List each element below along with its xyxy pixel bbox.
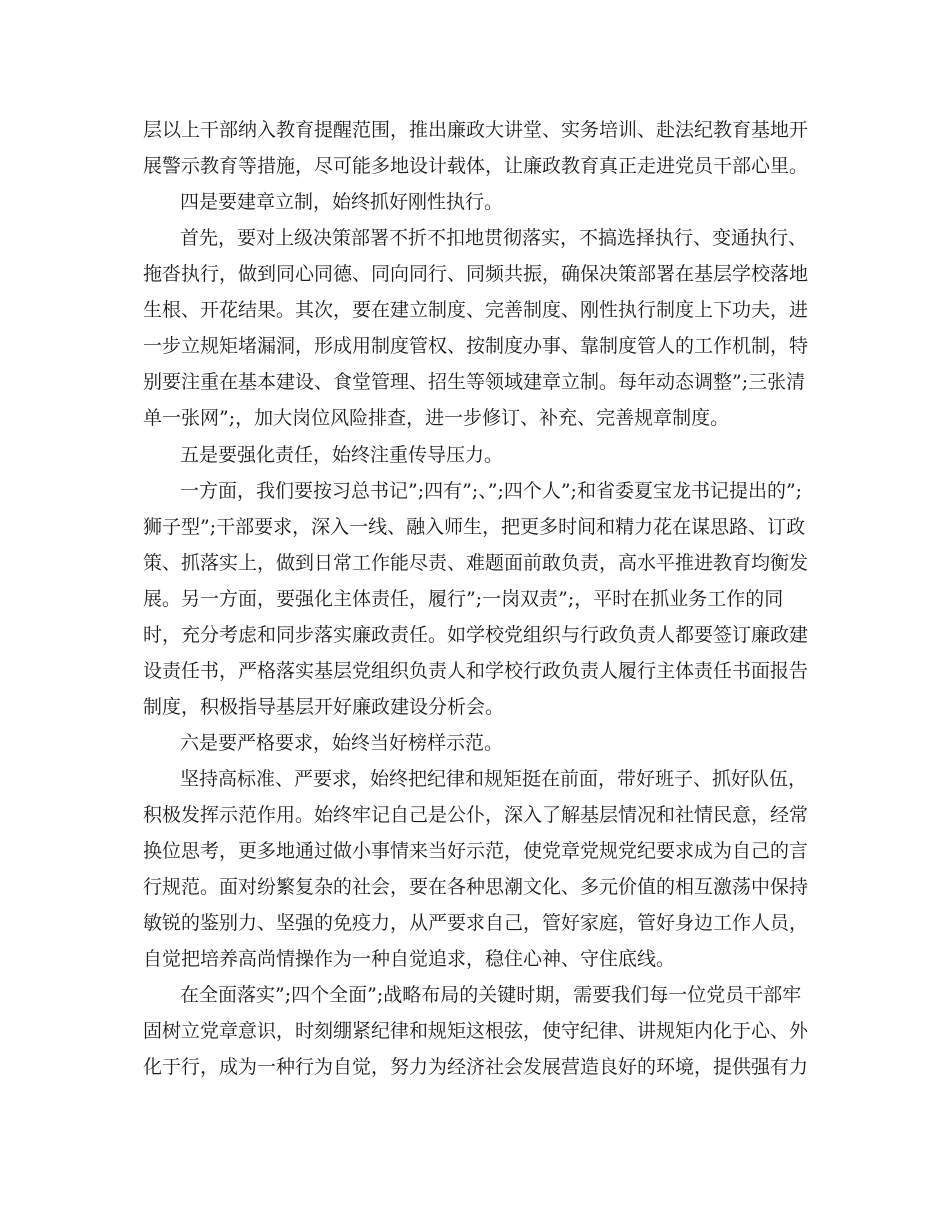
paragraph-line: 策、抓落实上，做到日常工作能尽责、难题面前敢负责，高水平推进教育均衡发 <box>143 552 809 574</box>
paragraph-line: 单一张网”;，加大岗位风险排查，进一步修订、补充、完善规章制度。 <box>143 407 730 429</box>
paragraph-line: 展警示教育等措施，尽可能多地设计载体，让廉政教育真正走进党员干部心里。 <box>143 155 809 177</box>
paragraph-line: 积极发挥示范作用。始终牢记自己是公仆，深入了解基层情况和社情民意，经常 <box>143 804 809 826</box>
paragraph-line: 一方面，我们要按习总书记”;四有”;、”;四个人”;和省委夏宝龙书记提出的”; <box>180 480 803 502</box>
paragraph-line: 在全面落实”;四个全面”;战略布局的关键时期，需要我们每一位党员干部牢 <box>180 984 802 1006</box>
paragraph-line: 行规范。面对纷繁复杂的社会，要在各种思潮文化、多元价值的相互激荡中保持 <box>143 876 809 898</box>
section-heading: 四是要建章立制，始终抓好刚性执行。 <box>180 191 504 213</box>
paragraph-line: 自觉把培养高尚情操作为一种自觉追求，稳住心神、守住底线。 <box>143 948 676 970</box>
paragraph-line: 时，充分考虑和同步落实廉政责任。如学校党组织与行政负责人都要签订廉政建 <box>143 624 809 646</box>
paragraph-line: 坚持高标准、严要求，始终把纪律和规矩挺在前面，带好班子、抓好队伍， <box>180 768 808 790</box>
paragraph-line: 别要注重在基本建设、食堂管理、招生等领域建章立制。每年动态调整”;三张清 <box>143 371 806 393</box>
paragraph-line: 固树立党章意识，时刻绷紧纪律和规矩这根弦，使守纪律、讲规矩内化于心、外 <box>143 1020 809 1042</box>
paragraph-line: 设责任书，严格落实基层党组织负责人和学校行政负责人履行主体责任书面报告 <box>143 660 809 682</box>
paragraph-line: 一步立规矩堵漏洞，形成用制度管权、按制度办事、靠制度管人的工作机制，特 <box>143 335 809 357</box>
paragraph-line: 拖沓执行，做到同心同德、同向同行、同频共振，确保决策部署在基层学校落地 <box>143 263 809 285</box>
paragraph-line: 生根、开花结果。其次，要在建立制度、完善制度、刚性执行制度上下功夫，进 <box>143 299 809 321</box>
section-heading: 六是要严格要求，始终当好榜样示范。 <box>180 732 504 754</box>
paragraph-line: 首先，要对上级决策部署不折不扣地贯彻落实，不搞选择执行、变通执行、 <box>180 227 808 249</box>
paragraph-line: 层以上干部纳入教育提醒范围，推出廉政大讲堂、实务培训、赴法纪教育基地开 <box>143 119 809 141</box>
paragraph-line: 展。另一方面，要强化主体责任，履行”;一岗双责”;，平时在抓业务工作的同 <box>143 588 784 610</box>
paragraph-line: 狮子型”;干部要求，深入一线、融入师生，把更多时间和精力花在谋思路、订政 <box>143 516 806 538</box>
paragraph-line: 敏锐的鉴别力、坚强的免疫力，从严要求自己，管好家庭，管好身边工作人员， <box>143 912 809 934</box>
paragraph-line: 制度，积极指导基层开好廉政建设分析会。 <box>143 696 505 718</box>
paragraph-line: 化于行，成为一种行为自觉，努力为经济社会发展营造良好的环境，提供强有力 <box>143 1056 809 1078</box>
section-heading: 五是要强化责任，始终注重传导压力。 <box>180 444 504 466</box>
paragraph-line: 换位思考，更多地通过做小事情来当好示范，使党章党规党纪要求成为自己的言 <box>143 840 809 862</box>
